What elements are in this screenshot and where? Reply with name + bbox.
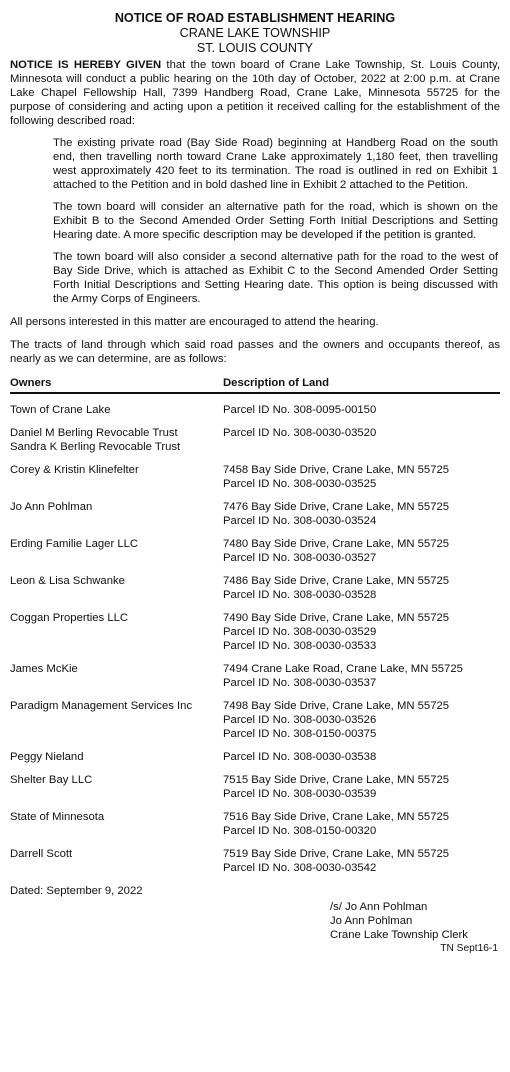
table-row bbox=[10, 611, 500, 653]
owner-cell bbox=[10, 773, 223, 801]
land-description-line: 7476 Bay Side Drive, Crane Lake, MN 55725 bbox=[223, 501, 450, 513]
description-cell bbox=[223, 426, 500, 454]
table-row bbox=[10, 847, 500, 875]
intro-text: that the town board of Crane Lake Township, St. Louis County, Minnesota will conduct a public hearing on the 10th day of October, 2022 at 2:00 p.m. at Crane Lake Chapel Fellowship Hall, 7399 Handberg Road, Crane Lake, Minnesota 55725 for the purpose of considering and acting upon a petition it received calling for the establishment of the following described road: bbox=[10, 59, 500, 127]
table-row bbox=[10, 537, 500, 565]
land-description-line: Parcel ID No. 308-0150-00320 bbox=[223, 825, 377, 837]
owner-cell bbox=[10, 810, 223, 838]
land-description-line: Parcel ID No. 308-0030-03538 bbox=[223, 751, 377, 763]
owner-cell bbox=[10, 574, 223, 602]
tracts-paragraph: The tracts of land through which said road passes and the owners and occupants thereof, as nearly as we can determine, are as follows: bbox=[10, 339, 500, 365]
description-cell bbox=[223, 773, 500, 801]
table-header bbox=[10, 376, 500, 394]
land-description-line: 7486 Bay Side Drive, Crane Lake, MN 55725 bbox=[223, 575, 450, 587]
owner-name: James McKie bbox=[10, 663, 78, 675]
land-description-line: Parcel ID No. 308-0030-03537 bbox=[223, 677, 377, 689]
land-description-line: 7516 Bay Side Drive, Crane Lake, MN 55725 bbox=[223, 811, 450, 823]
table-row bbox=[10, 500, 500, 528]
table-row bbox=[10, 426, 500, 454]
signature-line: /s/ Jo Ann Pohlman bbox=[330, 901, 428, 913]
owner-cell bbox=[10, 403, 223, 417]
owner-cell bbox=[10, 662, 223, 690]
land-description-line: Parcel ID No. 308-0150-00375 bbox=[223, 728, 377, 740]
signature-block bbox=[330, 900, 500, 942]
land-description-line: Parcel ID No. 308-0030-03525 bbox=[223, 478, 377, 490]
signer-title: Crane Lake Township Clerk bbox=[330, 929, 468, 941]
description-cell bbox=[223, 574, 500, 602]
road-description-paragraph: The existing private road (Bay Side Road) beginning at Handberg Road on the south end, then travelling north toward Crane Lake approximately 1,180 feet, then travelling west approximately 420 feet to its termination. The road is outlined in red on Exhibit 1 attached to the Petition and in bold dashed line in Exhibit 2 attached to the Petition. bbox=[53, 137, 498, 191]
description-header: Description of Land bbox=[223, 377, 330, 389]
township-name: CRANE LAKE TOWNSHIP bbox=[179, 26, 331, 40]
owner-cell bbox=[10, 611, 223, 653]
owners-header: Owners bbox=[10, 377, 52, 389]
owner-name: Leon & Lisa Schwanke bbox=[10, 575, 125, 587]
publication-reference: TN Sept16-1 bbox=[440, 943, 498, 954]
table-row bbox=[10, 810, 500, 838]
county-name: ST. LOUIS COUNTY bbox=[196, 41, 314, 55]
owner-cell bbox=[10, 847, 223, 875]
owner-name: Darrell Scott bbox=[10, 848, 73, 860]
table-row bbox=[10, 403, 500, 417]
land-description-line: 7498 Bay Side Drive, Crane Lake, MN 55725 bbox=[223, 700, 450, 712]
owner-name: State of Minnesota bbox=[10, 811, 105, 823]
description-cell bbox=[223, 847, 500, 875]
description-cell bbox=[223, 750, 500, 764]
land-description-line: Parcel ID No. 308-0030-03527 bbox=[223, 552, 377, 564]
land-description-line: Parcel ID No. 308-0030-03533 bbox=[223, 640, 377, 652]
attend-paragraph: All persons interested in this matter are encouraged to attend the hearing. bbox=[10, 316, 379, 328]
land-description-line: Parcel ID No. 308-0030-03526 bbox=[223, 714, 377, 726]
owner-name: Paradigm Management Services Inc bbox=[10, 700, 193, 712]
description-cell bbox=[223, 500, 500, 528]
description-cell bbox=[223, 662, 500, 690]
land-description-line: 7515 Bay Side Drive, Crane Lake, MN 55725 bbox=[223, 774, 450, 786]
intro-paragraph bbox=[10, 58, 500, 128]
owner-name: Erding Familie Lager LLC bbox=[10, 538, 139, 550]
table-row bbox=[10, 463, 500, 491]
dated-line: Dated: September 9, 2022 bbox=[10, 885, 143, 897]
land-description-line: Parcel ID No. 308-0095-00150 bbox=[223, 404, 377, 416]
land-description-line: Parcel ID No. 308-0030-03524 bbox=[223, 515, 377, 527]
owner-cell bbox=[10, 500, 223, 528]
table-row bbox=[10, 662, 500, 690]
owner-cell bbox=[10, 463, 223, 491]
table-row bbox=[10, 574, 500, 602]
owner-name: Coggan Properties LLC bbox=[10, 612, 129, 624]
land-description-line: Parcel ID No. 308-0030-03542 bbox=[223, 862, 377, 874]
description-cell bbox=[223, 537, 500, 565]
description-cell bbox=[223, 463, 500, 491]
land-description-line: Parcel ID No. 308-0030-03539 bbox=[223, 788, 377, 800]
land-description-line: 7480 Bay Side Drive, Crane Lake, MN 55725 bbox=[223, 538, 450, 550]
land-description-line: 7494 Crane Lake Road, Crane Lake, MN 55725 bbox=[223, 663, 463, 675]
land-description-line: 7490 Bay Side Drive, Crane Lake, MN 55725 bbox=[223, 612, 450, 624]
description-cell bbox=[223, 810, 500, 838]
owner-cell bbox=[10, 426, 223, 454]
table-row bbox=[10, 699, 500, 741]
owner-name: Jo Ann Pohlman bbox=[10, 501, 93, 513]
land-description-line: 7519 Bay Side Drive, Crane Lake, MN 55725 bbox=[223, 848, 450, 860]
owner-cell bbox=[10, 699, 223, 741]
owner-name: Sandra K Berling Revocable Trust bbox=[10, 441, 181, 453]
description-cell bbox=[223, 699, 500, 741]
owner-name: Town of Crane Lake bbox=[10, 404, 111, 416]
table-row bbox=[10, 773, 500, 801]
owner-name: Corey & Kristin Klinefelter bbox=[10, 464, 139, 476]
description-cell bbox=[223, 611, 500, 653]
description-cell bbox=[223, 403, 500, 417]
owner-name: Shelter Bay LLC bbox=[10, 774, 93, 786]
land-description-line: 7458 Bay Side Drive, Crane Lake, MN 55725 bbox=[223, 464, 450, 476]
alternative-path-paragraph: The town board will consider an alternative path for the road, which is shown on the Exhibit B to the Second Amended Order Setting Forth Initial Descriptions and Setting Hearing date. A more specific description may be developed if the petition is granted. bbox=[53, 201, 498, 241]
notice-title: NOTICE OF ROAD ESTABLISHMENT HEARING bbox=[114, 11, 396, 25]
intro-bold: NOTICE IS HEREBY GIVEN bbox=[10, 59, 162, 71]
owner-name: Peggy Nieland bbox=[10, 751, 84, 763]
owners-table bbox=[10, 403, 500, 875]
owner-name: Daniel M Berling Revocable Trust bbox=[10, 427, 178, 439]
land-description-line: Parcel ID No. 308-0030-03529 bbox=[223, 626, 377, 638]
land-description-line: Parcel ID No. 308-0030-03528 bbox=[223, 589, 377, 601]
second-alternative-paragraph: The town board will also consider a second alternative path for the road to the west of Bay Side Drive, which is attached as Exhibit C to the Second Amended Order Setting Forth Initial Descriptions and Setting Hearing date. This option is being discussed with the Army Corps of Engineers. bbox=[53, 251, 498, 305]
owner-cell bbox=[10, 750, 223, 764]
signer-name: Jo Ann Pohlman bbox=[330, 915, 413, 927]
owner-cell bbox=[10, 537, 223, 565]
land-description-line: Parcel ID No. 308-0030-03520 bbox=[223, 427, 377, 439]
table-row bbox=[10, 750, 500, 764]
